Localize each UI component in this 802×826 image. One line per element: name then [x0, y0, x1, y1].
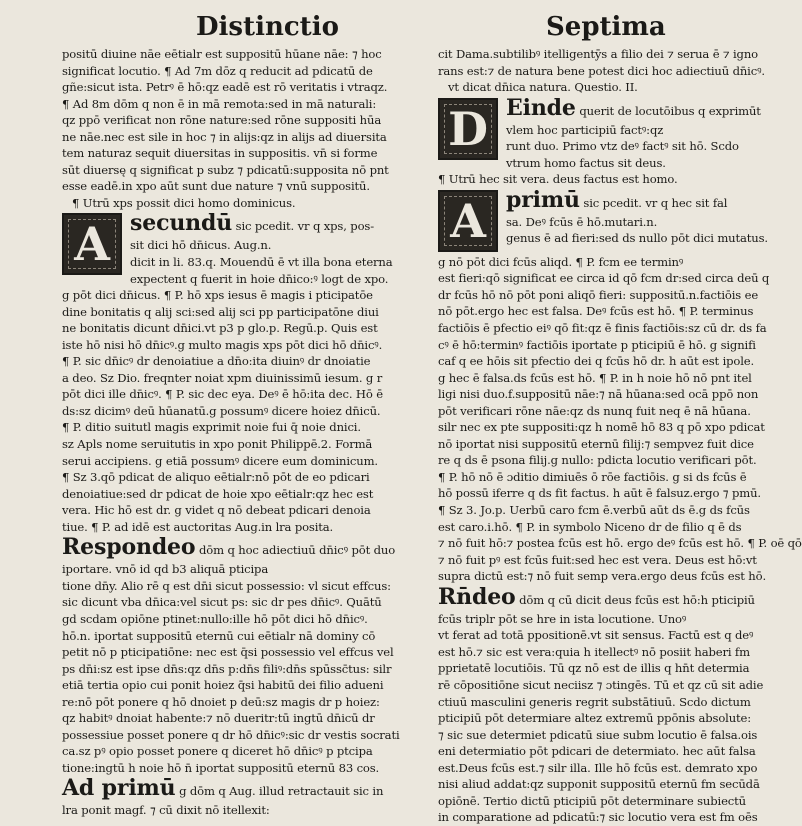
text-line: querit de locutōibus q exprimūt	[579, 103, 761, 118]
text-line: tione dn̄y. Alio rē q est dn̄i sicut possessio: vl sicut effcus:	[62, 578, 391, 593]
initial-a-ornament	[438, 190, 498, 252]
initial-letter: D	[448, 101, 488, 156]
text-line: fcūs triplr pōt se hre in ista locutione. Unoꝰ	[438, 611, 687, 626]
text-line: ¶ P. hō nō ē ɔditio dimiuēs ō rōe factiōis. g si ds fcūs ē	[438, 469, 747, 484]
einde-word: Einde	[506, 94, 576, 121]
text-line: sit dici hō dn̄icus. Aug.n.	[130, 238, 272, 253]
text-line: ligi nisi duo.f.suppositū nāe:⁊ nā hūana:sed ocā ppō non	[438, 387, 759, 402]
text-line: sūt diuersę q significat p subz ⁊ pdicatū:supposita nō pnt	[62, 162, 389, 177]
text-line: possessiue posset ponere q dr hō dn̄icꝰ:sic dr vestis socrati	[62, 727, 400, 742]
text-line: genus ē ad fieri:sed ds nullo pōt dici mutatus.	[506, 231, 768, 246]
text-line: vtrum homo factus sit deus.	[506, 155, 666, 170]
text-line: denoiatiue:sed dr pdicat de hoie xpo eētialr:qz hec est	[62, 486, 374, 501]
text-line: serui accipiens. g etiā possumꝰ dicere eum dominicum.	[62, 453, 378, 468]
header-left: Distinctio	[196, 12, 339, 42]
text-line: sz Apls nome seruitutis in xpo ponit Philippē.2. Formā	[62, 437, 373, 452]
text-line: vlem hoc participiū factꝰ:qz	[506, 122, 664, 137]
text-line: iste hō nisi hō dn̄icꝰ.g multo magis xps pōt dici hō dn̄icꝰ.	[62, 337, 383, 352]
text-line: etiā tertia opio cui ponit hoiez q̄si habitū dei filio adueni	[62, 678, 384, 693]
running-header	[0, 12, 800, 46]
text-line: qz ppō verificat non rōne nature:sed rōne suppositi hūa	[62, 113, 382, 128]
text-line: hō.n. iportat suppositū eternū cui eētialr nā dominy cō	[62, 628, 376, 643]
text-line: ne bonitatis dicunt dn̄ici.vt p3 p glo.p. Regū.p. Quis est	[62, 321, 378, 336]
question-title: vt dicat dn̄ica natura. Questio. II.	[448, 80, 638, 95]
secundus-block	[62, 211, 418, 535]
text-line: significat locutio. ¶ Ad 7m dōz q reducit ad pdicatū de	[62, 63, 373, 78]
ad-primum-heading-line	[62, 776, 418, 802]
initial-letter: A	[74, 217, 110, 272]
text-line: est caro.i.hō. ¶ P. in symbolo Niceno dr de filio q ē ds	[438, 519, 742, 534]
text-line: pticipiū pōt determiare altez extremū ppōnis absolute:	[438, 711, 752, 726]
text-line: dr fcūs hō nō pōt poni aliqō fieri: suppositū.n.factiōis ee	[438, 287, 759, 302]
text-line: opiōnē. Tertio dictū pticipiū pōt determinare subiectū	[438, 793, 746, 808]
left-top-block	[62, 46, 418, 211]
text-line: sic dicunt vba dn̄ica:vel sicut ps: sic dr pes dn̄icꝰ. Quātū	[62, 595, 382, 610]
ad-primum-block	[62, 776, 418, 819]
text-line: est hō.⁊ sic est vera:quia h itellectꝰ nō posiit haberi fm	[438, 644, 750, 659]
right-column	[438, 46, 802, 825]
text-line: a deo. Sz Dio. freqnter noiat xpm diuinissimū iesum. g r	[62, 370, 383, 385]
text-line: re q ds ē psona filij.g nullo: pdicta locutio verificari pōt.	[438, 453, 757, 468]
text-line: re:nō pōt ponere q hō dnoiet p deū:sz magis dr p hoiez:	[62, 694, 380, 709]
text-line: tione:ingtū h noie hō n̄ iportat suppositū eternū 83 cos.	[62, 760, 380, 775]
rndeo-heading-line	[438, 585, 794, 611]
respondeo-block	[62, 535, 418, 776]
rndeo-word: Rn̄deo	[438, 583, 516, 610]
text-line: nō pōt.ergo hec est falsa. Deꝰ fcūs est hō. ¶ P. terminus	[438, 304, 754, 319]
text-line: ¶ P. sic dn̄icꝰ dr denoiatiue a dn̄o:ita diuinꝰ dr dnoiatie	[62, 354, 371, 369]
text-line: ctiuū masculini generis regrit substātiuū. Scdo dictum	[438, 694, 751, 709]
text-line: pōt dici ille dn̄icꝰ. ¶ P. sic dec eya. Deꝰ ē hō:ita dec. Hō ē	[62, 387, 383, 402]
text-line: ⁊ sic sue determiet pdicatū siue subm locutio ē falsa.ois	[438, 727, 758, 742]
text-line: ps dn̄i:sz est ipse dn̄s:qz dn̄s p:dn̄s filiꝰ:dn̄s spūssc̄tus: silr	[62, 661, 392, 676]
text-line: ¶ Sz 3. Jo.p. Uerbū caro fcm ē.verbū aūt ds ē.g ds fcūs	[438, 503, 750, 518]
text-line: supra dictū est:⁊ nō fuit semp vera.ergo deus fcūs est hō.	[438, 569, 766, 584]
header-right: Septima	[546, 12, 666, 42]
text-line: dōm q hoc adiectiuū dn̄icꝰ pōt duo	[198, 543, 396, 558]
text-line: cꝰ ē hō:terminꝰ factiōis iportate p pticipiū ē hō. g signifi	[438, 337, 756, 352]
text-line: silr nec ex pte suppositi:qz h nomē hō 83 q pō xpo pdicat	[438, 420, 765, 435]
text-line: tiue. ¶ P. ad idē est auctoritas Aug.in lra posita.	[62, 519, 334, 534]
text-line: rē cōpositiōne sicut neciisz ⁊ ɔtingēs. Tū et qz cū sit adie	[438, 677, 764, 692]
text-line: positū diuine nāe eētialr est suppositū hūane nāe: ⁊ hoc	[62, 47, 382, 61]
rndeo-block	[438, 585, 794, 826]
question-heading: ¶ Utrū hec sit vera. deus factus est homo.	[438, 172, 678, 187]
text-line: nisi aliud addat:qz supponit suppositū eternū fm secūdā	[438, 777, 760, 792]
respondeo-word: Respondeo	[62, 534, 196, 561]
initial-d-ornament	[438, 98, 498, 160]
text-line: tem naturaz sequit diuersitas in suppositis. vn̄ si forme	[62, 146, 378, 161]
text-line: g dōm q Aug. illud retractauit sic in	[179, 784, 384, 799]
text-line: ne nāe.nec est sile in hoc ⁊ in alijs:qz in alijs ad diuersita	[62, 129, 387, 144]
text-line: lra ponit magf. ⁊ cū dixit nō itellexit:	[62, 803, 270, 818]
text-line: caf q ee hōis sit pfectio dei q fcūs hō dr. h aūt est ipole.	[438, 354, 755, 369]
text-line: g nō pōt dici fcūs aliqd. ¶ P. fcm ee terminꝰ	[438, 254, 684, 269]
text-line: hō possū iferre q ds fit factus. h aūt ē falsuz.ergo ⁊ pmū.	[438, 486, 761, 501]
text-line: pprietatē locutiōis. Tū qz nō est de illis q hn̄t determia	[438, 661, 750, 676]
left-column	[62, 46, 418, 818]
text-line: ¶ P. ditio suitutl magis exprimit noie fui q̄ noie dnici.	[62, 420, 361, 435]
text-line: vera. Hic hō est dr. g videt q nō debeat pdicari denoia	[62, 503, 371, 518]
right-top-block	[438, 46, 794, 96]
question-heading: ¶ Utrū xps possit dici homo dominicus.	[72, 195, 296, 210]
respondeo-heading-line	[62, 535, 418, 561]
einde-block	[438, 96, 794, 188]
text-line: ⁊ nō fuit pꝰ est fcūs fuit:sed hec est vera. Deus est hō:vt	[438, 552, 757, 567]
text-line: gd scdam opiōne ptinet:nullo:ille hō pōt dici hō dn̄icꝰ.	[62, 611, 368, 626]
text-line: cit Dama.subtilibꝰ itelligentȳs a filio dei ⁊ serua ē ⁊ igno	[438, 47, 758, 61]
text-line: ca.sz pꝰ opio posset ponere q diceret hō dn̄icꝰ p ptcipa	[62, 744, 373, 759]
text-line: g pōt dici dn̄icus. ¶ P. hō xps iesus ē magis i pticipatōe	[62, 288, 373, 303]
text-line: factiōis ē pfectio eiꝰ qō fit:qz ē finis factiōis:sz cū dr. ds fa	[438, 321, 767, 336]
text-line: sa. Deꝰ fcūs ē hō.mutari.n.	[506, 214, 658, 229]
text-line: dine bonitatis q alij sci:sed alij sci pp participatōne diui	[62, 304, 379, 319]
text-line: est.Deus fcūs est.⁊ silr illa. Ille hō fcūs est. demrato xpo	[438, 760, 758, 775]
text-line: vt ferat ad totā ppositionē.vt sit sensus. Factū est q deꝰ	[438, 628, 754, 643]
text-line: petit nō p pticipatiōne: nec est q̄si possessio vel effcus vel	[62, 645, 394, 660]
text-line: rans est:⁊ de natura bene potest dici hoc adiectiuū dn̄icꝰ.	[438, 63, 765, 78]
text-line: sic pcedit. vr q xps, pos-	[235, 219, 374, 234]
text-line: g hec ē falsa.ds fcūs est hō. ¶ P. in h noie hō nō pnt itel	[438, 370, 752, 385]
text-line: expectent q fuerit in hoie dn̄ico:ꝰ logt de xpo.	[130, 271, 389, 286]
text-line: pōt verificari rōne nāe:qz ds nunq fuit neq ē nā hūana.	[438, 403, 751, 418]
text-line: iportare. vnō id qd b3 aliquā pticipa	[62, 562, 269, 577]
text-line: qz habitꝰ dnoiat habente:⁊ nō dueritr:tū ingtū dn̄icū dr	[62, 711, 375, 726]
text-line: ⁊ nō fuit hō:⁊ postea fcūs est hō. ergo deꝰ fcūs est hō. ¶ P. oē qō	[438, 536, 802, 551]
text-line: ¶ Ad 8m dōm q non ē in mā remota:sed in mā naturali:	[62, 96, 377, 111]
text-line: nō iportat nisi suppositū eternū filij:⁊ sempvez fuit dice	[438, 436, 754, 451]
text-line: in comparatione ad pdicatū:⁊ sic locutio vera est fm oēs	[438, 810, 758, 825]
text-line: esse eadē.in xpo aūt sunt due nature ⁊ vnū suppositū.	[62, 179, 370, 194]
text-line: est fieri:qō significat ee circa id qō fcm dr:sed circa deū q	[438, 271, 770, 286]
primum-word: primū	[506, 186, 580, 213]
text-line: ¶ Sz 3.qō pdicat de aliquo eētialr:nō pōt de eo pdicari	[62, 470, 370, 485]
secundus-word: secundū	[130, 210, 233, 237]
text-line: gñe:sicut ista. Petrꝰ ē hō:qz eadē est rō veritatis i vtraqz.	[62, 80, 388, 95]
initial-letter: A	[450, 193, 486, 248]
text-line: ds:sz dicimꝰ deū hūanatū.g possumꝰ dicere hoiez dn̄icū.	[62, 403, 381, 418]
initial-letter-ornament	[62, 213, 122, 275]
ad-primum-word: Ad primū	[62, 775, 176, 802]
text-line: eni determiatio pōt pdicari de determiato. hec aūt falsa	[438, 744, 756, 759]
text-line: sic pcedit. vr q hec sit fal	[583, 195, 728, 210]
primum-block	[438, 186, 802, 585]
text-line: runt duo. Primo vtz deꝰ factꝰ sit hō. Scdo	[506, 139, 739, 154]
text-line: dicit in li. 83.q. Mouendū ē vt illa bona eterna	[130, 255, 393, 270]
text-line: dōm q cū dicit deus fcūs est hō:h pticipiū	[519, 592, 755, 607]
